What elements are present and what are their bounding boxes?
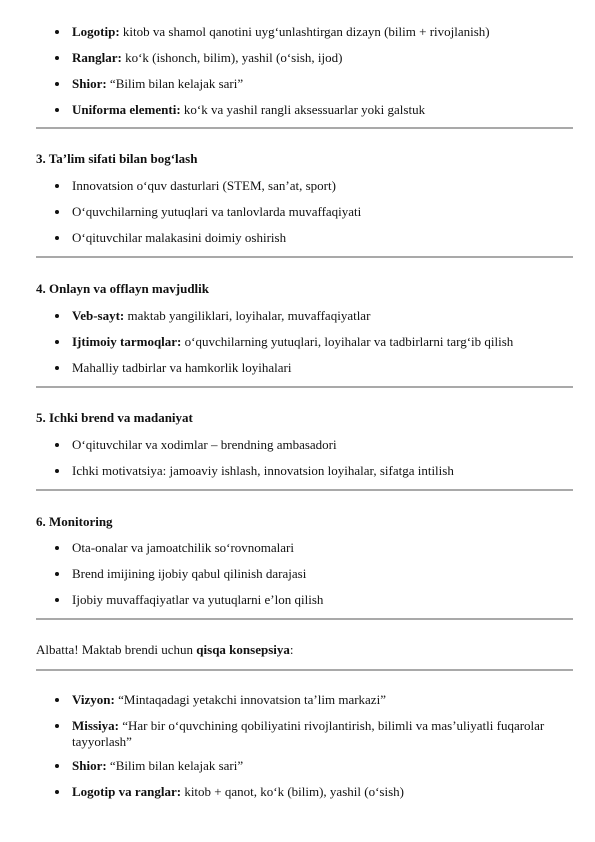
bullet-icon [55,236,59,240]
divider [36,256,573,258]
bullet-icon [55,724,59,728]
item-text: Innovatsion o‘quv dasturlari (STEM, san’at, sport) [72,178,336,193]
bullet-icon [55,698,59,702]
item-text: maktab yangiliklari, loyihalar, muvaffaqiyatlar [124,308,371,323]
intro-bold: qisqa konsepsiya [196,642,290,657]
bullet-icon [55,790,59,794]
item-text: Ichki motivatsiya: jamoaviy ishlash, innovatsion loyihalar, sifatga intilish [72,463,454,478]
divider [36,618,573,620]
item-text: “Bilim bilan kelajak sari” [106,76,244,91]
list-item [0,230,595,256]
section5-list [0,437,595,489]
item-label: Uniforma elementi: [72,102,181,117]
divider [36,127,573,129]
intro-suffix: : [289,642,294,657]
list-item [0,758,595,784]
section-heading: 5. Ichki brend va madaniyat [36,410,193,425]
item-label: Shior: [72,76,107,91]
item-text: O‘quvchilarning yutuqlari va tanlovlarda muvaffaqiyati [72,204,362,219]
section3-list [0,178,595,256]
item-text: Ijobiy muvaffaqiyatlar va yutuqlarni e’lon qilish [72,592,324,607]
bullet-icon [55,546,59,550]
item-label: Ijtimoiy tarmoqlar: [72,334,182,349]
list-item [0,566,595,592]
item-text: “Har bir o‘quvchining qobiliyatini rivojlantirish, bilimli va mas’uliyatli fuqarolar tayyorlash” [72,718,545,749]
section4-list [0,308,595,386]
list-item [0,718,595,758]
item-text: Brend imijining ijobiy qabul qilinish darajasi [72,566,307,581]
bullet-icon [55,108,59,112]
intro-text: Albatta! Maktab brendi uchun [36,642,197,657]
bullet-icon [55,314,59,318]
item-label: Missiya: [72,718,119,733]
list-item [0,334,595,360]
item-text: kitob + qanot, ko‘k (bilim), yashil (o‘sish) [181,784,404,799]
list-item [0,784,595,810]
list-item [0,102,595,128]
item-label: Ranglar: [72,50,122,65]
item-text: Mahalliy tadbirlar va hamkorlik loyihalari [72,360,292,375]
bullet-icon [55,366,59,370]
item-text: ko‘k (ishonch, bilim), yashil (o‘sish, ijod) [121,50,343,65]
list-item [0,540,595,566]
item-text: Ota-onalar va jamoatchilik so‘rovnomalari [72,540,295,555]
item-label: Logotip va ranglar: [72,784,182,799]
list-item [0,592,595,618]
section-heading: 4. Onlayn va offlayn mavjudlik [36,281,210,296]
bullet-icon [55,572,59,576]
item-label: Vizyon: [72,692,115,707]
intro-paragraph [36,642,294,658]
item-label: Veb-sayt: [72,308,125,323]
item-text: O‘qituvchilar va xodimlar – brendning ambasadori [72,437,337,452]
divider [36,669,573,671]
item-text: ko‘k va yashil rangli aksessuarlar yoki galstuk [180,102,426,117]
list-item [0,50,595,76]
bullet-icon [55,764,59,768]
section6-list [0,540,595,618]
list-item [0,24,595,50]
list-item [0,308,595,334]
list-item [0,178,595,204]
list-item [0,437,595,463]
section-heading: 6. Monitoring [36,514,113,529]
item-text: kitob va shamol qanotini uyg‘unlashtirgan dizayn (bilim + rivojlanish) [119,24,490,39]
divider [36,489,573,491]
bullet-icon [55,598,59,602]
bullet-icon [55,56,59,60]
list-item [0,76,595,102]
item-text: “Bilim bilan kelajak sari” [106,758,244,773]
list-item [0,463,595,489]
list-item [0,692,595,718]
item-label: Logotip: [72,24,120,39]
divider [36,386,573,388]
bullet-icon [55,340,59,344]
list-item [0,360,595,386]
item-text: “Mintaqadagi yetakchi innovatsion ta’lim markazi” [114,692,386,707]
brand-identity-list [0,24,595,128]
item-text: o‘quvchilarning yutuqlari, loyihalar va tadbirlarni targ‘ib qilish [181,334,514,349]
item-label: Shior: [72,758,107,773]
bullet-icon [55,184,59,188]
bullet-icon [55,469,59,473]
bullet-icon [55,30,59,34]
list-item [0,204,595,230]
concept-list [0,692,595,810]
bullet-icon [55,443,59,447]
bullet-icon [55,82,59,86]
bullet-icon [55,210,59,214]
section-heading: 3. Ta’lim sifati bilan bog‘lash [36,151,198,166]
item-text: O‘qituvchilar malakasini doimiy oshirish [72,230,287,245]
